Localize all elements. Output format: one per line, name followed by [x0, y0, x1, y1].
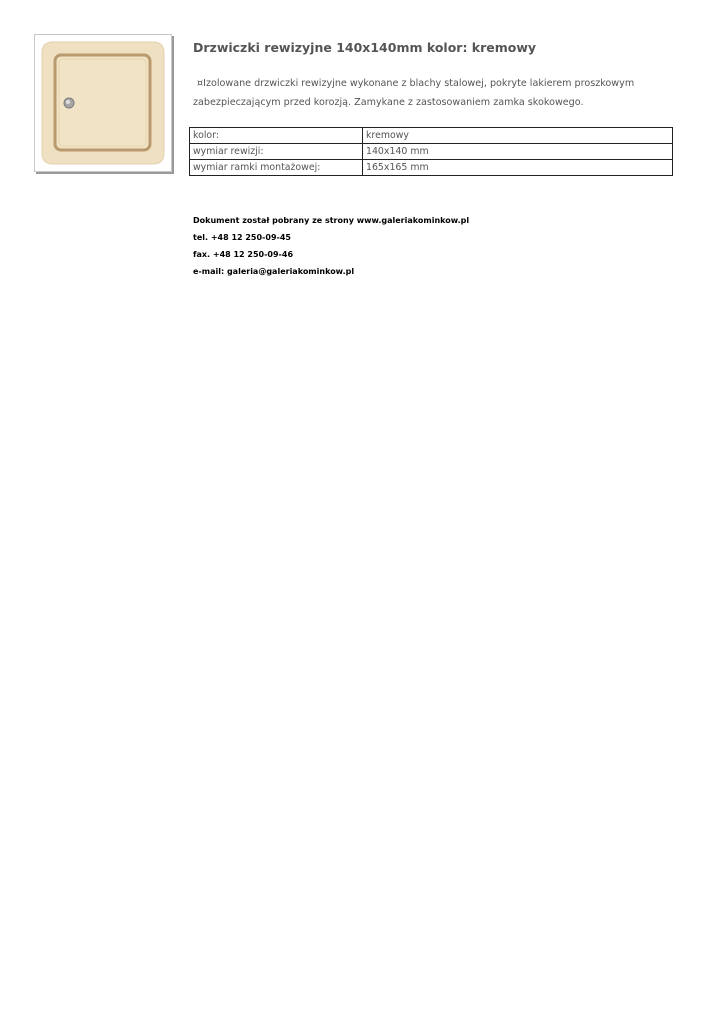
- product-description: [193, 74, 685, 112]
- spec-label-frame-size: wymiar ramki montażowej:: [190, 160, 363, 176]
- contact-footer: [193, 212, 469, 280]
- spec-value-door-size: 140x140 mm: [363, 144, 673, 160]
- table-row: [190, 160, 673, 176]
- phone-number: tel. +48 12 250-09-45: [193, 233, 291, 242]
- description-text: Izolowane drzwiczki rewizyjne wykonane z blachy stalowej, pokryte lakierem proszkowym zabezpieczającym przed korozją. Zamykane z zastosowaniem zamka skokowego.: [193, 78, 635, 108]
- bullet-icon: ¤: [197, 78, 204, 89]
- product-image: [34, 34, 172, 172]
- source-note: Dokument został pobrany ze strony www.galeriakominkow.pl: [193, 216, 470, 225]
- spec-value-color: kremowy: [363, 128, 673, 144]
- specifications-table: [189, 127, 673, 176]
- table-row: [190, 144, 673, 160]
- product-title: Drzwiczki rewizyjne 140x140mm kolor: kremowy: [193, 40, 537, 55]
- table-row: [190, 128, 673, 144]
- fax-number: fax. +48 12 250-09-46: [193, 250, 294, 259]
- email-address: e-mail: galeria@galeriakominkow.pl: [193, 267, 355, 276]
- spec-label-color: kolor:: [190, 128, 363, 144]
- spec-label-door-size: wymiar rewizji:: [190, 144, 363, 160]
- spec-value-frame-size: 165x165 mm: [363, 160, 673, 176]
- inspection-door-picture: [35, 35, 171, 171]
